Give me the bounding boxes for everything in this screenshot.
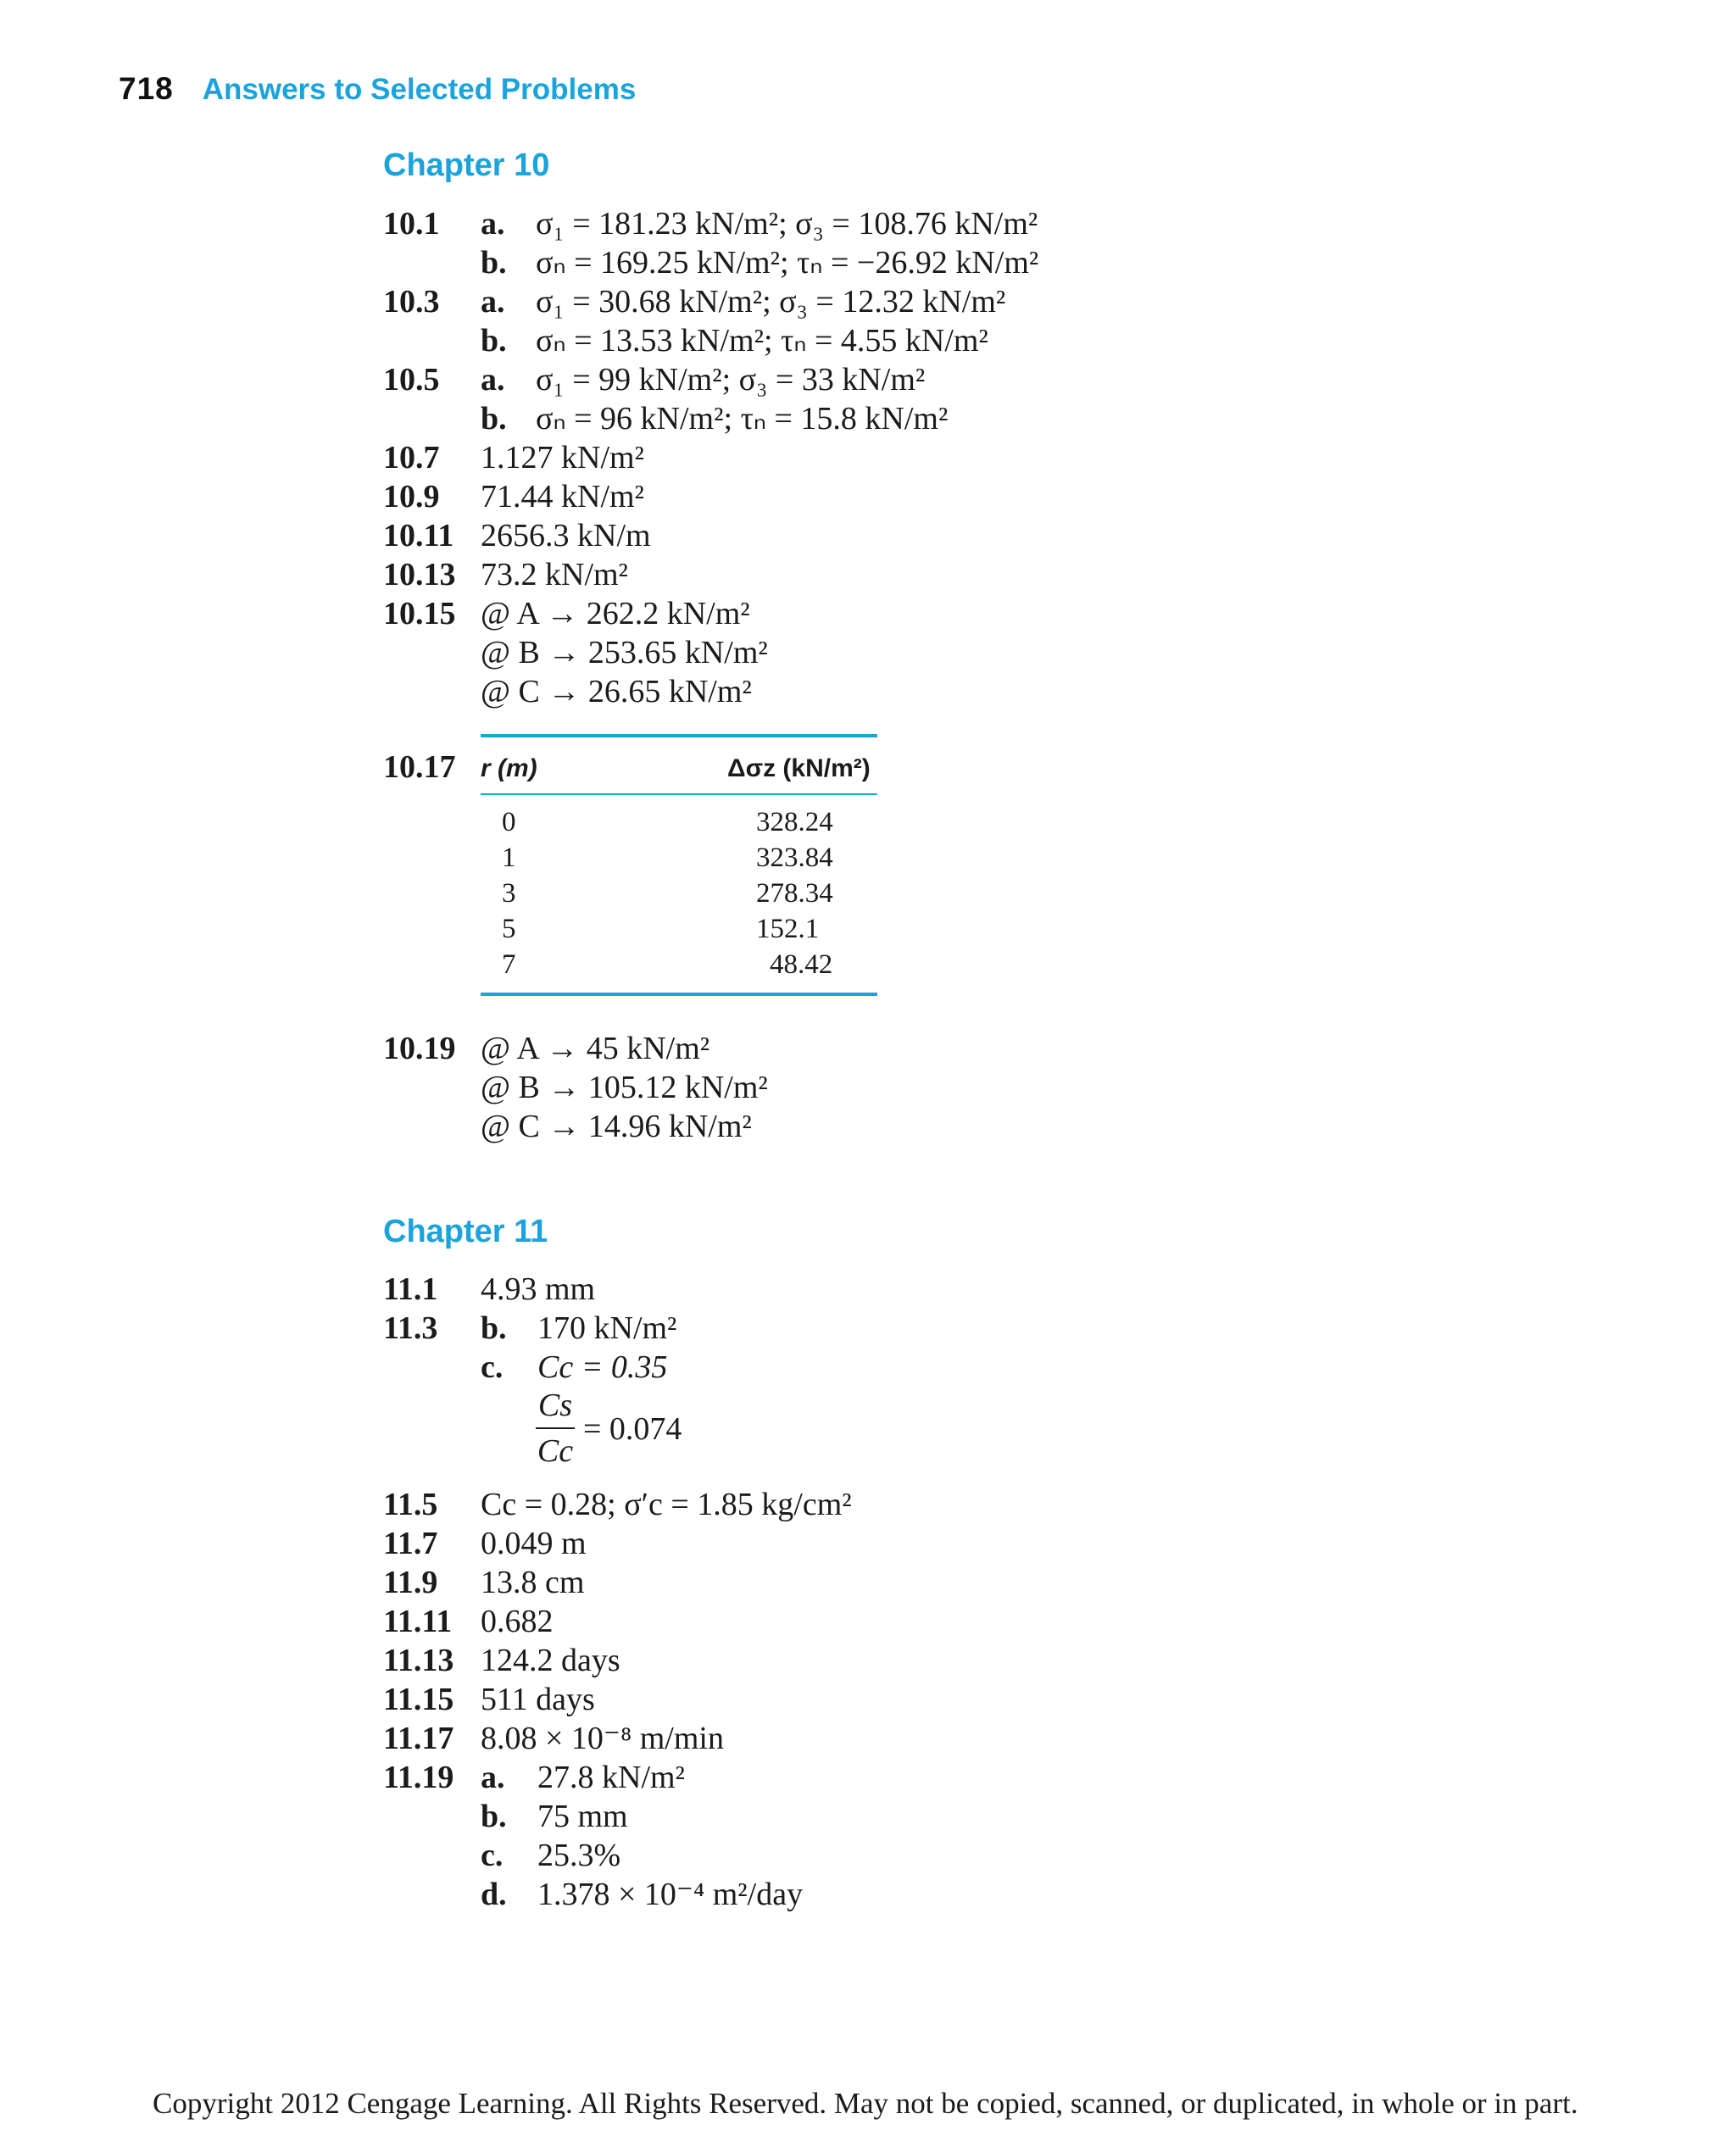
table-cell-r: 3 (502, 878, 516, 909)
fraction-cs-over-cc (536, 1387, 575, 1470)
answer-text: σ₁ = 30.68 kN/m²; σ₃ = 12.32 kN/m² (536, 284, 1006, 320)
table-cell-r: 0 (502, 807, 516, 837)
answer-text: @ B → 105.12 kN/m² (481, 1070, 768, 1105)
answer-text: 71.44 kN/m² (481, 479, 644, 515)
answer-text: 0.682 (481, 1604, 554, 1639)
problem-number: 10.7 (383, 440, 440, 476)
part-label: b. (481, 323, 507, 359)
table-top-rule (481, 734, 877, 737)
part-label: a. (481, 362, 505, 398)
part-label: b. (481, 1799, 507, 1834)
chapter-10-title: Chapter 10 (383, 147, 550, 183)
answer-text: @ C → 14.96 kN/m² (481, 1109, 752, 1144)
problem-number: 10.11 (383, 518, 454, 553)
part-label: a. (481, 284, 505, 320)
table-cell-value: 328.24 (756, 807, 833, 837)
answer-text: 25.3% (537, 1838, 621, 1873)
problem-number: 11.3 (383, 1310, 438, 1346)
table-cell-r: 7 (502, 949, 516, 980)
table-cell-r: 5 (502, 914, 516, 944)
table-cell-r: 1 (502, 843, 516, 873)
answer-text: 0.049 m (481, 1526, 587, 1561)
answer-text: Cc = 0.28; σ′c = 1.85 kg/cm² (481, 1487, 852, 1522)
fraction-bar (536, 1427, 575, 1429)
running-title: Answers to Selected Problems (202, 73, 637, 106)
fraction-numerator: Cs (537, 1388, 573, 1423)
answer-text: 170 kN/m² (537, 1310, 677, 1346)
problem-number: 10.19 (383, 1031, 456, 1066)
problem-number: 11.15 (383, 1682, 454, 1717)
copyright-notice: Copyright 2012 Cengage Learning. All Rights Reserved. May not be copied, scanned, or duplicated, in whole or in part. (153, 2087, 1578, 2120)
answer-text: 4.93 mm (481, 1271, 596, 1307)
answer-text: Cc = 0.35 (537, 1349, 668, 1385)
problem-number: 10.5 (383, 362, 440, 398)
problem-number: 11.17 (383, 1721, 454, 1756)
answer-text: 511 days (481, 1682, 595, 1717)
page-number: 718 (119, 71, 174, 106)
answer-text: 27.8 kN/m² (537, 1760, 685, 1795)
part-label: c. (481, 1838, 504, 1873)
answer-text: 73.2 kN/m² (481, 557, 628, 592)
fraction-denominator: Cc (537, 1433, 574, 1469)
answer-text: @ A → 45 kN/m² (481, 1031, 710, 1066)
table-header-rule (481, 793, 877, 795)
answer-text: 1.378 × 10⁻⁴ m²/day (537, 1877, 804, 1912)
part-label: b. (481, 401, 507, 437)
table-bottom-rule (481, 993, 877, 996)
answer-text: @ A → 262.2 kN/m² (481, 596, 750, 631)
page-header (119, 71, 636, 107)
problem-number: 11.7 (383, 1526, 438, 1561)
answer-text: 1.127 kN/m² (481, 440, 644, 476)
answer-text: σ₁ = 181.23 kN/m²; σ₃ = 108.76 kN/m² (536, 206, 1038, 242)
table-cell-value: 323.84 (756, 843, 833, 873)
answer-text: 75 mm (537, 1799, 628, 1834)
problem-number: 10.3 (383, 284, 440, 320)
table-cell-value: 48.42 (770, 949, 833, 980)
problem-number: 11.1 (383, 1271, 438, 1307)
problem-number: 10.15 (383, 596, 456, 631)
answer-text: @ B → 253.65 kN/m² (481, 635, 768, 670)
answer-text: σₙ = 169.25 kN/m²; τₙ = −26.92 kN/m² (536, 245, 1039, 281)
answer-text: σₙ = 96 kN/m²; τₙ = 15.8 kN/m² (536, 401, 949, 437)
part-label: b. (481, 1310, 507, 1346)
answer-text: 13.8 cm (481, 1565, 585, 1600)
problem-number: 10.9 (383, 479, 440, 515)
problem-number: 11.13 (383, 1643, 454, 1678)
problem-number: 10.13 (383, 557, 456, 592)
problem-number: 11.5 (383, 1487, 438, 1522)
part-label: c. (481, 1349, 504, 1385)
problem-number: 10.1 (383, 206, 440, 242)
table-cell-value: 152.1 (756, 914, 820, 944)
table-header-r: r (m) (481, 754, 537, 782)
answer-text: = 0.074 (583, 1411, 682, 1447)
answer-text: σₙ = 13.53 kN/m²; τₙ = 4.55 kN/m² (536, 323, 988, 359)
problem-number: 10.17 (383, 749, 456, 785)
answer-text: @ C → 26.65 kN/m² (481, 674, 752, 709)
table-cell-value: 278.34 (756, 878, 833, 909)
table-header-delta-sigma: Δσz (kN/m²) (727, 754, 871, 782)
part-label: a. (481, 206, 505, 242)
answer-text: σ₁ = 99 kN/m²; σ₃ = 33 kN/m² (536, 362, 926, 398)
problem-number: 11.9 (383, 1565, 438, 1600)
answer-text: 8.08 × 10⁻⁸ m/min (481, 1721, 724, 1756)
part-label: d. (481, 1877, 507, 1912)
part-label: b. (481, 245, 507, 281)
answer-text: 124.2 days (481, 1643, 620, 1678)
problem-number: 11.19 (383, 1760, 454, 1795)
answer-text: 2656.3 kN/m (481, 518, 651, 553)
chapter-11-title: Chapter 11 (383, 1214, 548, 1249)
part-label: a. (481, 1760, 505, 1795)
problem-number: 11.11 (383, 1604, 453, 1639)
